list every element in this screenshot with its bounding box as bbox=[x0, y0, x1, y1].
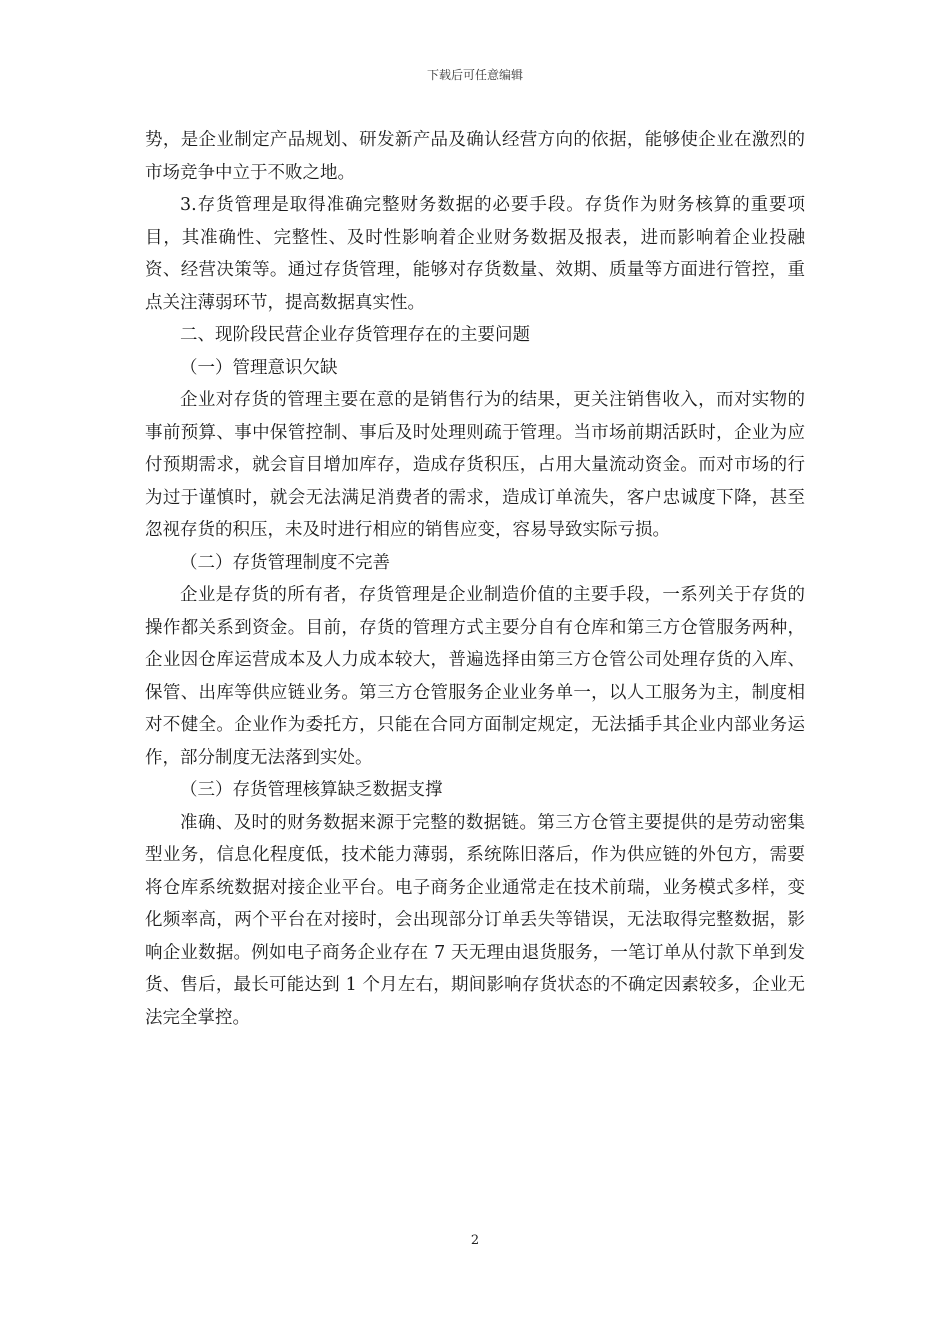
document-body bbox=[145, 124, 805, 1034]
paragraph-inventory-financial-data: 3.存货管理是取得准确完整财务数据的必要手段。存货作为财务核算的重要项目，其准确性、完整性、及时性影响着企业财务数据及报表，进而影响着企业投融资、经营决策等。通过存货管理，能够对存货数量、效期、质量等方面进行管控，重点关注薄弱环节，提高数据真实性。 bbox=[145, 195, 805, 313]
section-heading-main-problems: 二、现阶段民营企业存货管理存在的主要问题 bbox=[180, 325, 530, 345]
paragraph-management-system: 企业是存货的所有者，存货管理是企业制造价值的主要手段，一系列关于存货的操作都关系到资金。目前，存货的管理方式主要分自有仓库和第三方仓管服务两种，企业因仓库运营成本及人力成本较大，普遍选择由第三方仓管公司处理存货的入库、保管、出库等供应链业务。第三方仓管服务企业业务单一，以人工服务为主，制度相对不健全。企业作为委托方，只能在合同方面制定规定，无法插手其企业内部业务运作，部分制度无法落到实处。 bbox=[145, 585, 805, 768]
paragraph-continued: 势，是企业制定产品规划、研发新产品及确认经营方向的依据，能够使企业在激烈的市场竞争中立于不败之地。 bbox=[145, 130, 805, 183]
subsection-heading-1: （一）管理意识欠缺 bbox=[180, 357, 338, 378]
paragraph-management-awareness: 企业对存货的管理主要在意的是销售行为的结果，更关注销售收入，而对实物的事前预算、事中保管控制、事后及时处理则疏于管理。当市场前期活跃时，企业为应付预期需求，就会盲目增加库存，造成存货积压，占用大量流动资金。而对市场的行为过于谨慎时，就会无法满足消费者的需求，造成订单流失，客户忠诚度下降，甚至忽视存货的积压，未及时进行相应的销售应变，容易导致实际亏损。 bbox=[145, 390, 805, 540]
page-header: 下载后可任意编辑 bbox=[426, 68, 523, 82]
subsection-heading-2: （二）存货管理制度不完善 bbox=[180, 552, 390, 573]
subsection-heading-3: （三）存货管理核算缺乏数据支撑 bbox=[180, 780, 443, 800]
paragraph-data-support: 准确、及时的财务数据来源于完整的数据链。第三方仓管主要提供的是劳动密集型业务，信息化程度低，技术能力薄弱，系统陈旧落后，作为供应链的外包方，需要将仓库系统数据对接企业平台。电子商务企业通常走在技术前瑞，业务模式多样，变化频率高，两个平台在对接时，会出现部分订单丢失等错误，无法取得完整数据，影响企业数据。例如电子商务企业存在 7 天无理由退货服务，一笔订单从付款下单到发货、售后，最长可能达到 1 个月左右，期间影响存货状态的不确定因素较多，企业无法完全掌控。 bbox=[145, 812, 805, 1028]
page-number: 2 bbox=[470, 1233, 480, 1248]
